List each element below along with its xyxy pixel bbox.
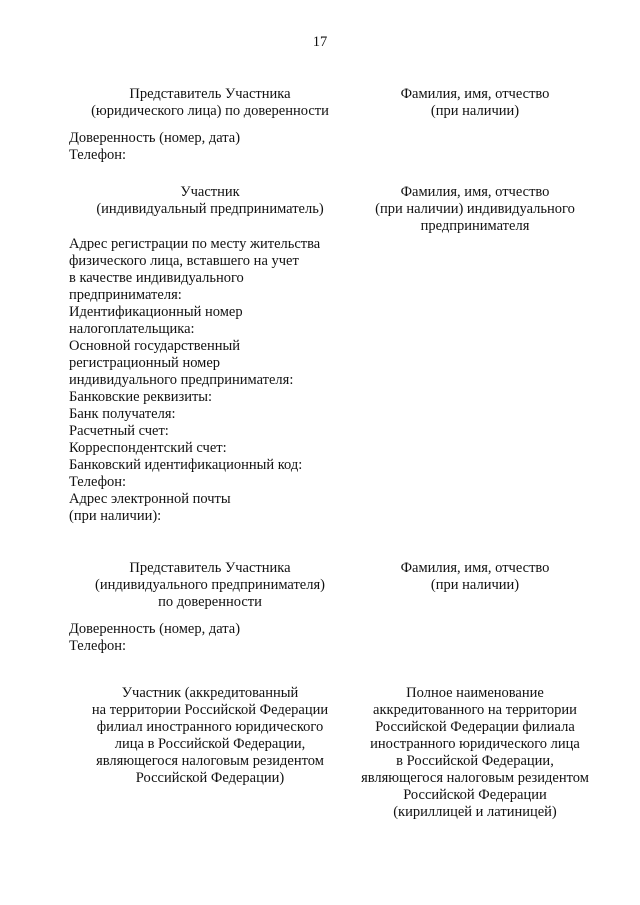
full-name-heading-3 [340, 560, 610, 594]
detail-line: Основной государственный [69, 338, 240, 354]
detail-line: Банк получателя: [69, 406, 176, 422]
heading-line: (при наличии) индивидуального [375, 201, 575, 217]
power-of-attorney-details-3 [69, 621, 359, 655]
representative-entrepreneur-heading [60, 560, 360, 611]
page-number: 17 [312, 34, 328, 50]
detail-line: Телефон: [69, 638, 127, 654]
heading-line: Фамилия, имя, отчество [400, 560, 550, 576]
heading-line: (юридического лица) по доверенности [91, 103, 329, 119]
heading-line: иностранного юридического лица [370, 736, 580, 752]
heading-line: аккредитованного на территории [373, 702, 577, 718]
detail-line: предпринимателя: [69, 287, 182, 303]
entrepreneur-details [69, 236, 359, 525]
detail-line: в качестве индивидуального [69, 270, 244, 286]
heading-line: являющегося налоговым резидентом [361, 770, 589, 786]
detail-line: (при наличии): [69, 508, 162, 524]
heading-line: филиал иностранного юридического [96, 719, 324, 735]
heading-line: (при наличии) [430, 103, 520, 119]
participant-entrepreneur-heading [60, 184, 360, 218]
detail-line: Телефон: [69, 474, 127, 490]
full-name-heading-1 [340, 86, 610, 120]
detail-line: Адрес электронной почты [69, 491, 231, 507]
heading-line: (кириллицей и латиницей) [393, 804, 557, 820]
heading-line: Представитель Участника [129, 86, 291, 102]
detail-line: физического лица, вставшего на учет [69, 253, 299, 269]
heading-line: в Российской Федерации, [396, 753, 554, 769]
detail-line: Расчетный счет: [69, 423, 169, 439]
heading-line: на территории Российской Федерации [91, 702, 329, 718]
detail-line: регистрационный номер [69, 355, 221, 371]
branch-full-name-heading [340, 685, 610, 821]
detail-line: Банковский идентификационный код: [69, 457, 303, 473]
heading-line: (индивидуального предпринимателя) [95, 577, 325, 593]
accredited-branch-heading [60, 685, 360, 787]
heading-line: Полное наименование [406, 685, 544, 701]
heading-line: Фамилия, имя, отчество [400, 184, 550, 200]
entrepreneur-full-name-heading [340, 184, 610, 235]
detail-line: Банковские реквизиты: [69, 389, 213, 405]
detail-line: Телефон: [69, 147, 127, 163]
heading-line: (при наличии) [430, 577, 520, 593]
heading-line: Фамилия, имя, отчество [400, 86, 550, 102]
heading-line: Российской Федерации филиала [375, 719, 575, 735]
heading-line: (индивидуальный предприниматель) [96, 201, 324, 217]
heading-line: по доверенности [158, 594, 262, 610]
detail-line: Адрес регистрации по месту жительства [69, 236, 321, 252]
heading-line: лица в Российской Федерации, [114, 736, 306, 752]
heading-line: предпринимателя [420, 218, 530, 234]
representative-legal-entity-heading [60, 86, 360, 120]
heading-line: Участник [180, 184, 240, 200]
detail-line: Доверенность (номер, дата) [69, 130, 241, 146]
heading-line: Участник (аккредитованный [121, 685, 299, 701]
detail-line: индивидуального предпринимателя: [69, 372, 294, 388]
detail-line: налогоплательщика: [69, 321, 195, 337]
detail-line: Идентификационный номер [69, 304, 243, 320]
power-of-attorney-details-1 [69, 130, 359, 164]
heading-line: Представитель Участника [129, 560, 291, 576]
detail-line: Корреспондентский счет: [69, 440, 227, 456]
heading-line: являющегося налоговым резидентом [96, 753, 324, 769]
heading-line: Российской Федерации [403, 787, 547, 803]
heading-line: Российской Федерации) [135, 770, 285, 786]
detail-line: Доверенность (номер, дата) [69, 621, 241, 637]
